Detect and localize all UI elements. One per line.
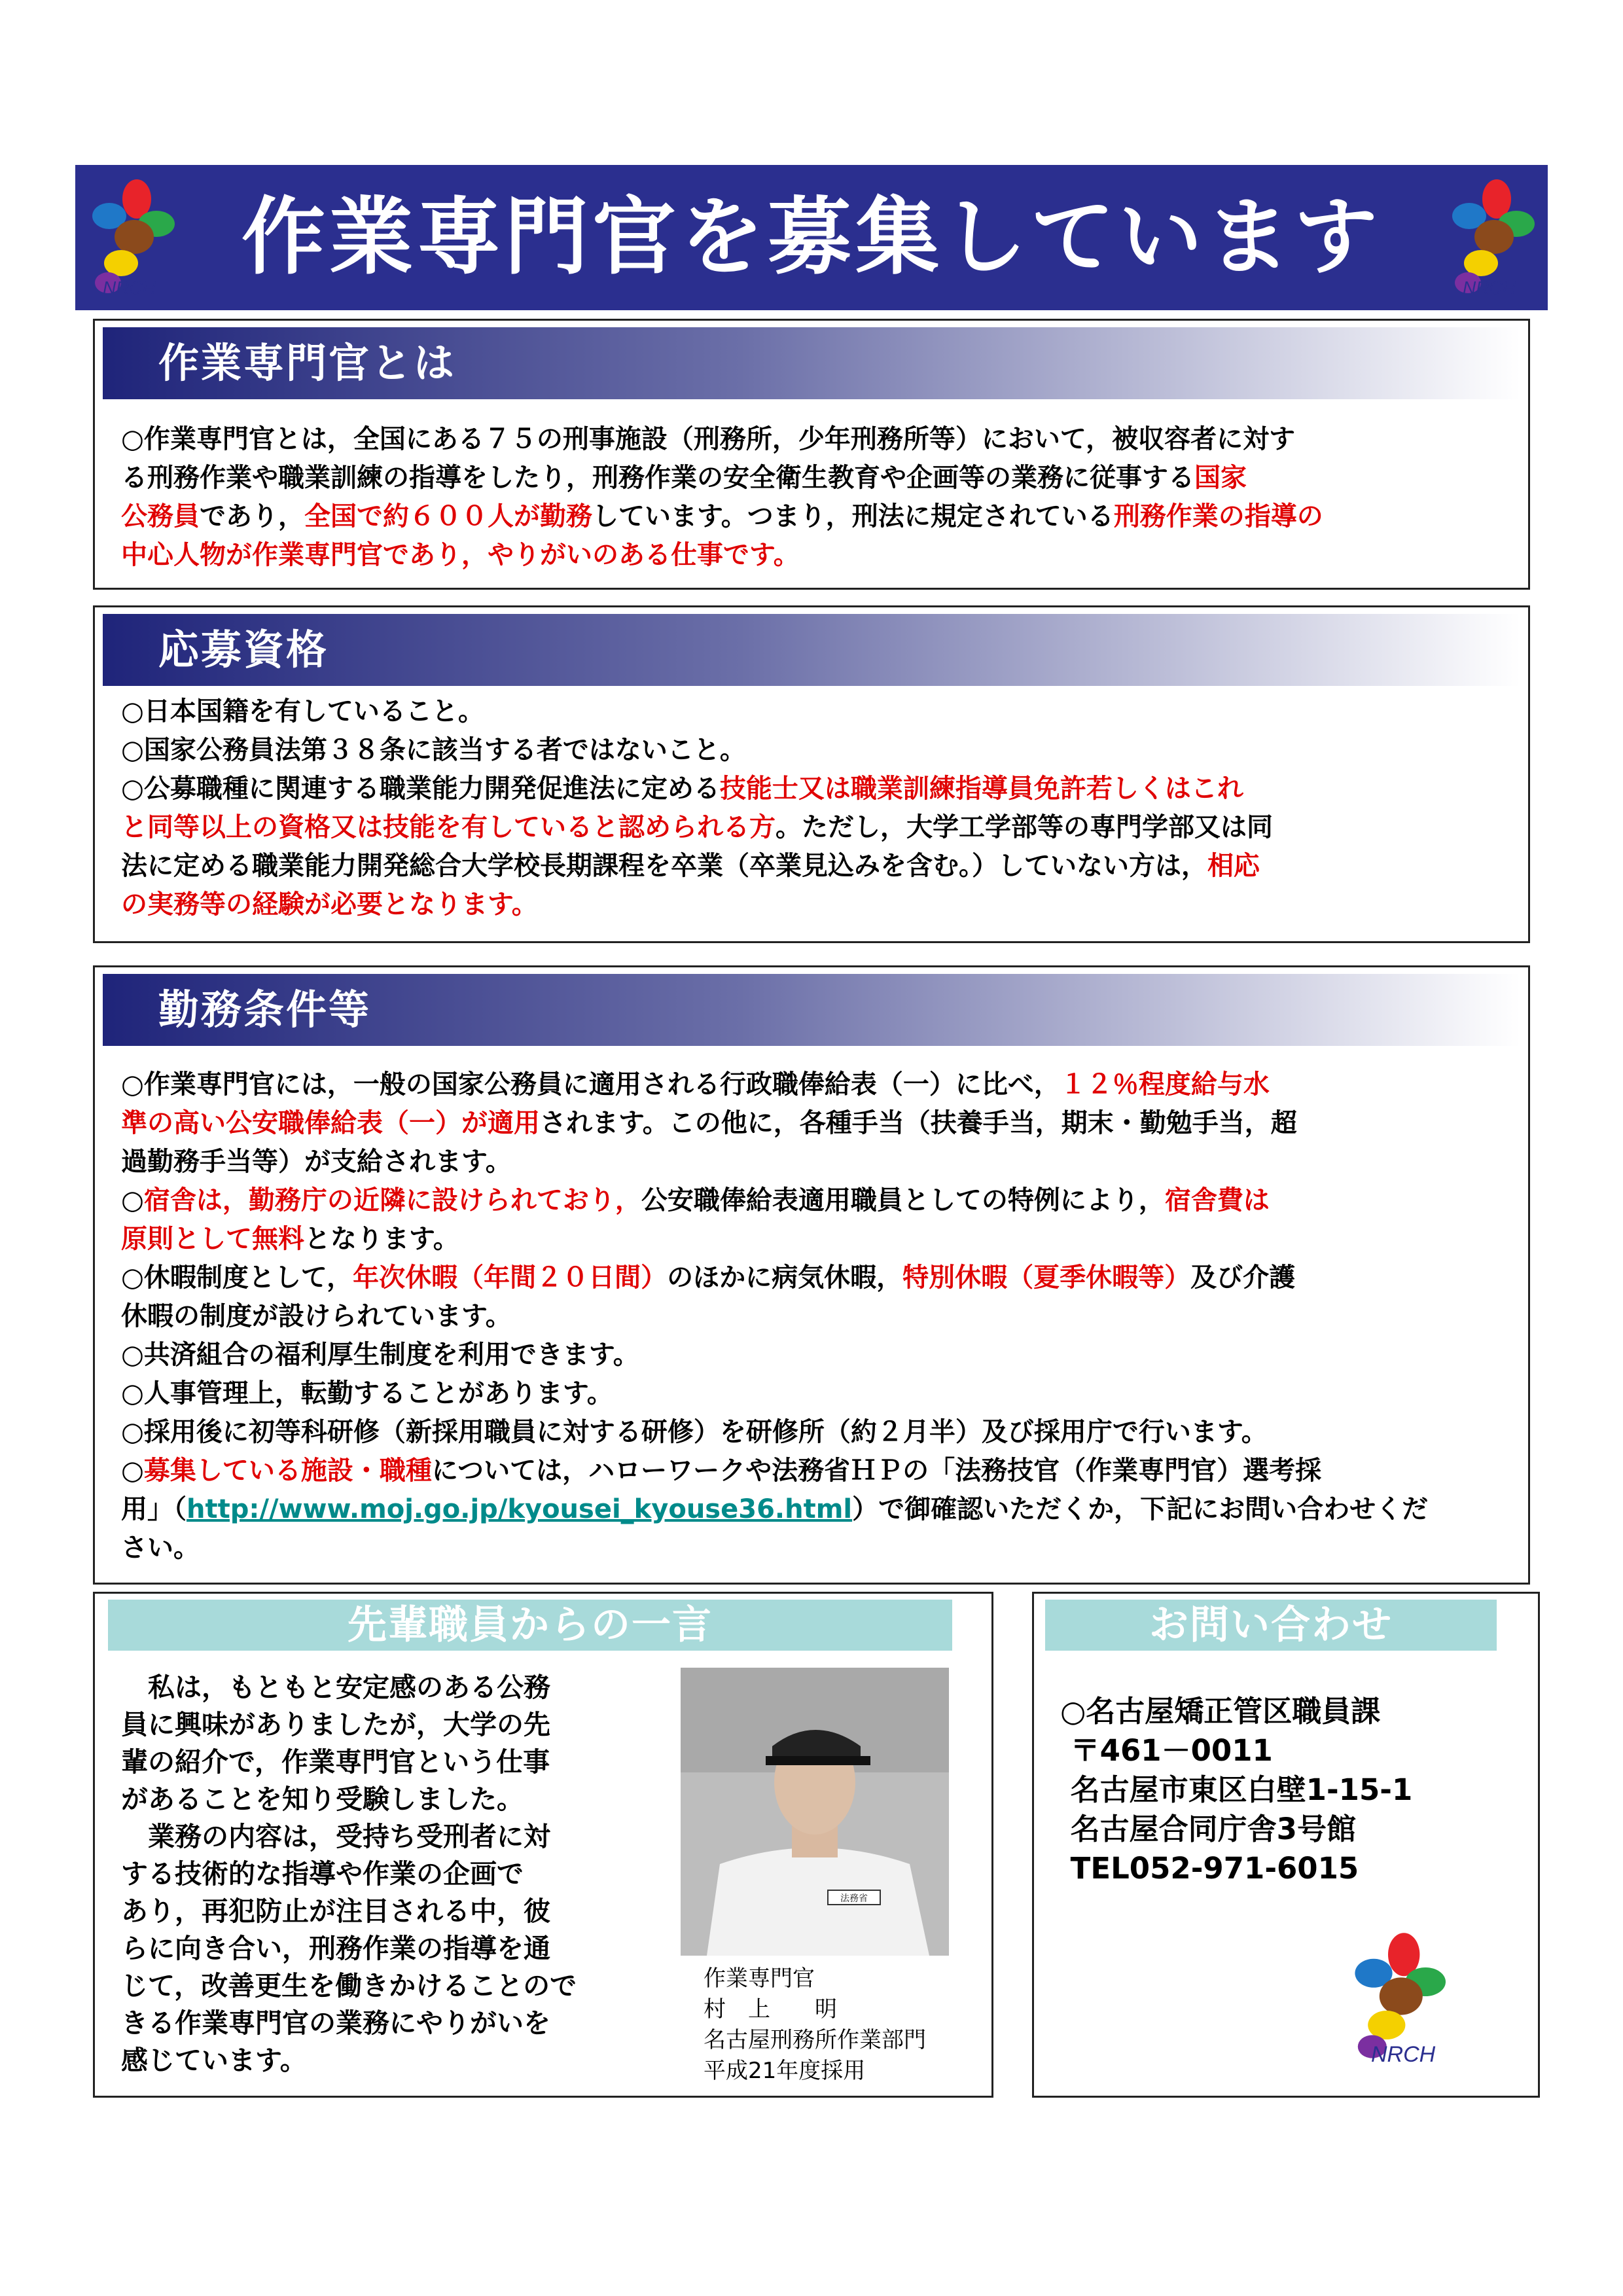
body-text: 過勤務手当等）が支給されます。 [121,1147,512,1177]
nrch-logo-right [1443,171,1541,302]
about-body [121,420,1502,575]
body-text: ○国家公務員法第３８条に該当する者ではないこと。 [121,735,746,765]
quote-line: があることを知り受験しました。 [121,1784,524,1815]
quote-line: 私は，もともと安定感のある公務 [121,1672,550,1703]
highlight-text: 国家 [1194,463,1247,493]
body-text: ○ [121,1456,144,1486]
conditions-line [121,1220,1502,1259]
body-text: ）で御確認いただくか，下記にお問い合わせくだ [852,1494,1429,1524]
about-section [93,319,1530,590]
caption-line: 平成21年度採用 [704,2058,866,2084]
quote-line: あり，再犯防止が注目される中，彼 [121,1895,550,1927]
logo-text: NRCH [1463,278,1516,298]
body-text: となります。 [304,1224,459,1254]
body-text: のほかに病気休暇， [667,1263,903,1293]
quote-line: じて，改善更生を働きかけることので [121,1970,577,2001]
about-line [121,536,1502,575]
name-badge: 法務省 [840,1893,868,1904]
logo-text: NRCH [1371,2042,1436,2067]
highlight-text: １２％程度給与水 [1060,1069,1270,1100]
quote-line: 感じています。 [121,2045,307,2076]
body-text: であり， [200,501,304,531]
contact-line: ○名古屋矯正管区職員課 [1060,1694,1381,1729]
body-text: 法に定める職業能力開発総合大学校長期課程を卒業（卒業見込みを含む。）していない方は， [121,851,1207,881]
qualification-heading-bar [103,614,1520,686]
body-text: ○ [121,1185,144,1215]
contact-line: 名古屋市東区白壁1-15-1 [1060,1772,1413,1807]
contact-line: 名古屋合同庁舎3号館 [1060,1812,1356,1846]
body-text: ○採用後に初等科研修（新採用職員に対する研修）を研修所（約２月半）及び採用庁で行います。 [121,1417,1268,1447]
conditions-heading: 勤務条件等 [158,986,372,1033]
conditions-heading-bar [103,974,1520,1046]
moj-link[interactable]: http://www.moj.go.jp/kyousei_kyouse36.html [187,1494,853,1524]
body-text: 公安職俸給表適用職員としての特例により， [641,1185,1165,1215]
conditions-section [93,965,1530,1585]
highlight-text: 原則として無料 [121,1224,304,1254]
about-heading: 作業専門官とは [158,339,457,387]
body-text: ○人事管理上，転勤することがあります。 [121,1378,613,1408]
body-text: 用」（ [121,1494,187,1524]
body-text: ○作業専門官には，一般の国家公務員に適用される行政職俸給表（一）に比べ， [121,1069,1060,1100]
staff-photo [681,1668,949,1956]
nrch-logo-left [83,171,181,302]
body-text: されます。この他に，各種手当（扶養手当，期末・勤勉手当，超 [540,1108,1297,1138]
caption-line: 村 上 明 [704,1996,837,2022]
highlight-text: 宿舎費は [1164,1185,1270,1215]
quote-line: らに向き合い，刑務作業の指導を通 [121,1933,550,1964]
conditions-line [121,1143,1502,1181]
highlight-text: 技能士又は職業訓練指導員免許若しくはこれ [719,774,1243,804]
contact-line: 〒461－0011 [1060,1733,1273,1768]
conditions-line [121,1259,1502,1297]
highlight-text: 全国で約６００人が勤務 [304,501,592,531]
body-text: については，ハローワークや法務省ＨＰの「法務技官（作業専門官）選考採 [431,1456,1322,1486]
senior-heading: 先輩職員からの一言 [108,1600,952,1651]
logo-text: NRCH [103,278,156,298]
about-heading-bar [103,327,1520,399]
caption-line: 作業専門官 [704,1965,815,1992]
conditions-line [121,1374,1502,1413]
quote-line: 業務の内容は，受持ち受刑者に対 [121,1821,550,1852]
body-text: さい。 [121,1533,200,1563]
page-title: 作業専門官を募集しています [241,188,1382,286]
highlight-text: 中心人物が作業専門官であり，やりがいのある仕事です。 [121,540,800,570]
conditions-body [121,1066,1502,1568]
contact-heading: お問い合わせ [1045,1600,1497,1651]
conditions-line [121,1452,1502,1490]
qualification-line [121,847,1502,886]
conditions-line [121,1104,1502,1143]
highlight-text: の実務等の経験が必要となります。 [121,889,538,920]
qualification-section [93,605,1530,943]
body-text: ○休暇制度として， [121,1263,353,1293]
quote-line: きる作業専門官の業務にやりがいを [121,2007,550,2039]
highlight-text: 年次休暇（年間２０日間） [353,1263,668,1293]
conditions-line [121,1490,1502,1529]
conditions-line [121,1529,1502,1568]
highlight-text: 相応 [1207,851,1260,881]
body-text: 休暇の制度が設けられています。 [121,1301,512,1331]
qualification-line [121,770,1502,808]
qualification-line [121,731,1502,770]
nrch-logo-bottom [1345,1921,1453,2072]
title-banner [75,165,1548,310]
conditions-line [121,1336,1502,1374]
qualification-body [121,692,1502,924]
highlight-text: 公務員 [121,501,200,531]
photo-caption [704,1964,926,2087]
caption-line: 名古屋刑務所作業部門 [704,2027,926,2053]
conditions-line [121,1413,1502,1452]
qualification-line [121,808,1502,847]
highlight-text: 宿舎は，勤務庁の近隣に設けられており， [143,1185,641,1215]
contact-body [1060,1692,1412,1888]
contact-line: TEL052-971-6015 [1060,1851,1359,1886]
quote-line: 員に興味がありましたが，大学の先 [121,1709,550,1740]
body-text: ○作業専門官とは，全国にある７５の刑事施設（刑務所，少年刑務所等）において，被収容者に対す [121,424,1296,454]
highlight-text: 募集している施設・職種 [143,1456,432,1486]
senior-quote [121,1669,577,2079]
qualification-heading: 応募資格 [158,626,329,673]
body-text: 。ただし，大学工学部等の専門学部又は同 [776,812,1273,842]
conditions-line [121,1181,1502,1220]
body-text: 及び介護 [1190,1263,1296,1293]
highlight-text: 特別休暇（夏季休暇等） [902,1263,1191,1293]
highlight-text: 準の高い公安職俸給表（一）が適用 [121,1108,540,1138]
about-line [121,459,1502,497]
highlight-text: と同等以上の資格又は技能を有していると認められる方 [121,812,776,842]
body-text: ○日本国籍を有していること。 [121,696,484,726]
body-text: る刑務作業や職業訓練の指導をしたり，刑務作業の安全衛生教育や企画等の業務に従事する [121,463,1194,493]
conditions-line [121,1297,1502,1336]
conditions-line [121,1066,1502,1104]
qualification-line [121,692,1502,731]
qualification-line [121,886,1502,924]
highlight-text: 刑務作業の指導の [1113,501,1323,531]
quote-line: する技術的な指導や作業の企画で [121,1858,524,1890]
staff-photo-image [681,1668,949,1956]
body-text: しています。つまり，刑法に規定されている [592,501,1114,531]
about-line [121,497,1502,536]
body-text: ○公募職種に関連する職業能力開発促進法に定める [121,774,720,804]
body-text: ○共済組合の福利厚生制度を利用できます。 [121,1340,639,1370]
about-line [121,420,1502,459]
quote-line: 輩の紹介で，作業専門官という仕事 [121,1746,550,1778]
